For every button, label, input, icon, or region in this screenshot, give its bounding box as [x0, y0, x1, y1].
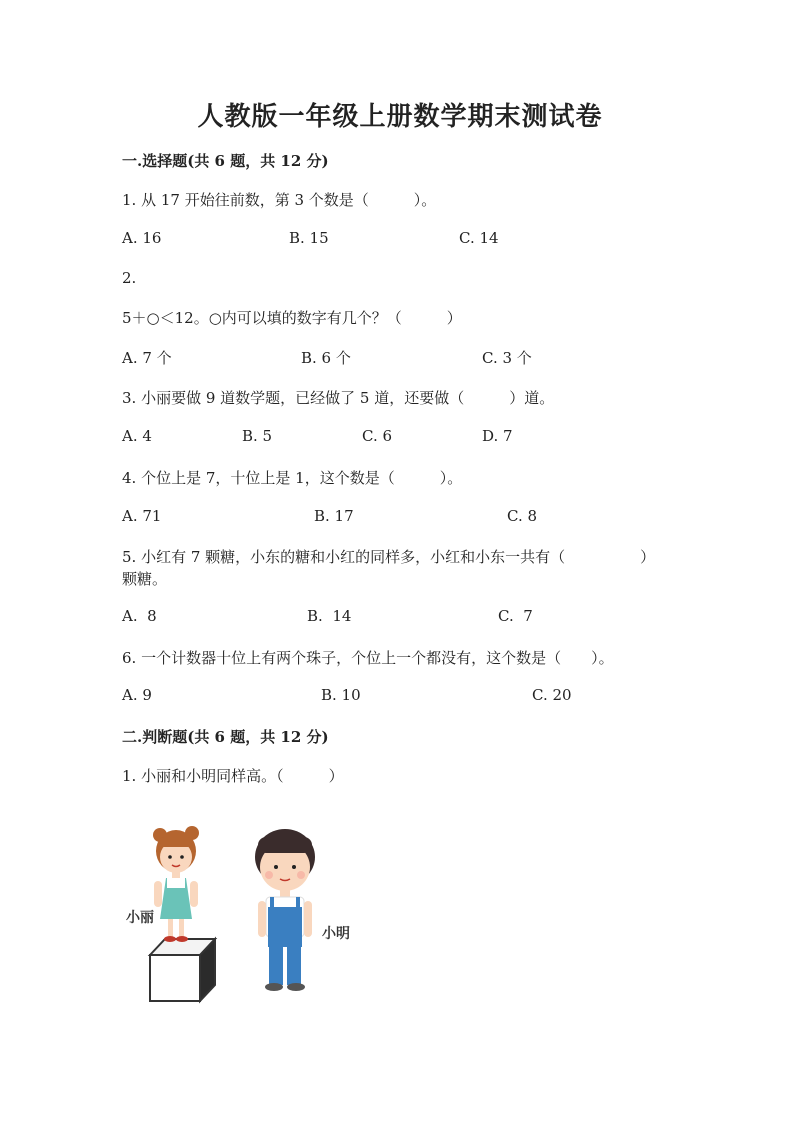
q5-option-c: C. 7 [498, 607, 533, 625]
q4-option-b: B. 17 [314, 507, 354, 525]
q2-option-a: A. 7 个 [122, 349, 172, 367]
q4-option-c: C. 8 [507, 507, 538, 525]
q5-option-b: B. 14 [307, 607, 352, 625]
q3-option-d: D. 7 [482, 427, 513, 445]
q3-option-a: A. 4 [122, 427, 152, 445]
height-comparison-figure [126, 815, 370, 1015]
q3-option-c: C. 6 [362, 427, 393, 445]
question-2-number: 2. [122, 269, 137, 287]
q1-option-b: B. 15 [289, 229, 329, 247]
q1-option-a: A. 16 [122, 229, 162, 247]
section-heading-judge: 二.判断题(共 6 题，共 12 分) [122, 728, 329, 746]
q4-option-a: A. 71 [122, 507, 162, 525]
section-heading-choice: 一.选择题(共 6 题，共 12 分) [122, 152, 329, 170]
q6-option-a: A. 9 [122, 686, 152, 704]
q1-option-c: C. 14 [459, 229, 499, 247]
girl-label: 小丽 [126, 910, 154, 926]
question-4-stem: 4. 个位上是 7，十位上是 1，这个数是（ ）。 [122, 469, 463, 487]
q5-option-a: A. 8 [122, 607, 157, 625]
cube-stand [150, 939, 215, 1001]
question-5-stem: 5. 小红有 7 颗糖，小东的糖和小红的同样多，小红和小东一共有（ ） [122, 548, 656, 566]
question-3-stem: 3. 小丽要做 9 道数学题，已经做了 5 道，还要做（ ）道。 [122, 389, 555, 407]
q6-option-b: B. 10 [321, 686, 361, 704]
q3-option-b: B. 5 [242, 427, 273, 445]
question-6-stem: 6. 一个计数器十位上有两个珠子，个位上一个都没有，这个数是（ ）。 [122, 649, 614, 667]
boy-label: 小明 [322, 926, 350, 942]
question-1-stem: 1. 从 17 开始往前数，第 3 个数是（ ）。 [122, 191, 437, 209]
boy-figure [255, 829, 315, 991]
judge-question-1-stem: 1. 小丽和小明同样高。（ ） [122, 767, 344, 785]
q2-option-b: B. 6 个 [301, 349, 351, 367]
height-comparison-illustration [130, 815, 370, 1015]
question-2-stem: 5＋○＜12。○内可以填的数字有几个？（ ） [122, 309, 462, 327]
q2-option-c: C. 3 个 [482, 349, 532, 367]
question-5-stem-cont: 颗糖。 [122, 570, 168, 588]
q6-option-c: C. 20 [532, 686, 572, 704]
girl-figure [153, 826, 199, 942]
page-title: 人教版一年级上册数学期末测试卷 [197, 102, 603, 132]
